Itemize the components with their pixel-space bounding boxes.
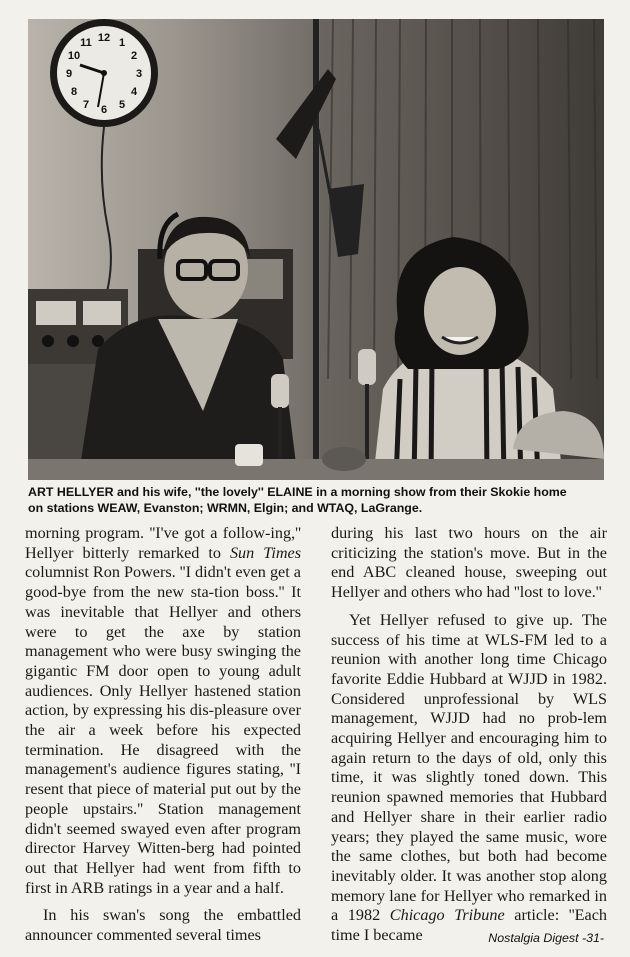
paragraph xyxy=(25,524,301,898)
paragraph: during his last two hours on the air criticizing the station's move. But in the end ABC cleaned house, sweeping out Hellyer and others who had ''lost to love.'' xyxy=(331,524,607,602)
text-run: Yet Hellyer refused to give up. The success of his time at WLS-FM led to a reunion with another long time Chicago favorite Eddie Hubbard at WJJD in 1982. Considered unprofessional by WLS management, WJJD had no prob-lem acquiring Hellyer and encouraging him to again return to the days of old, only this time, it was slightly toned down. This reunion spawned memories that Hubbard and Hellyer share in their earlier radio years; they played the same music, wore the same clothes, but both had become inevitably older. It was another stop along memory lane for Hellyer who remarked in a 1982 xyxy=(331,610,607,925)
caption-line: on stations WEAW, Evanston; WRMN, Elgin; and WTAQ, LaGrange. xyxy=(28,501,423,515)
right-column xyxy=(331,524,607,946)
text-run: columnist Ron Powers. ''I didn't even get a good-bye from the new sta-tion boss.'' It was inevitable that Hellyer and others were to get the axe by station management who were busy swinging the gigantic FM door open to young adult audiences. Only Hellyer hastened station action, by expressing his dis-pleasure over the air a week before his expected termination. He disagreed with the management's audience figures stating, ''I resent that piece of material put out by the people upstairs.'' Station management didn't seemed swayed even after program director Harvey Witten-berg had pointed out that Hellyer had went from fifth to first in ARB ratings in a year and a half. xyxy=(25,563,301,897)
clock-numeral: 3 xyxy=(135,68,143,80)
publication-name: Sun Times xyxy=(229,543,302,562)
page-footer: Nostalgia Digest -31- xyxy=(488,931,604,945)
clock-numeral: 11 xyxy=(80,37,92,49)
photo-caption xyxy=(28,484,608,516)
caption-line: ART HELLYER and his wife, ''the lovely'' ELAINE in a morning show from their Skokie home xyxy=(28,485,567,499)
clock-numeral: 1 xyxy=(118,37,126,49)
left-column xyxy=(25,524,301,946)
paragraph xyxy=(331,611,607,946)
text-run: article: ''Each time I became xyxy=(331,906,607,945)
clock-numeral: 4 xyxy=(130,86,138,98)
paragraph: In his swan's song the embattled announcer commented several times xyxy=(25,906,301,945)
clock-numeral: 2 xyxy=(130,50,138,62)
publication-name: Chicago Tribune xyxy=(389,906,505,925)
clock-numeral: 7 xyxy=(82,99,90,111)
clock-numeral: 8 xyxy=(70,86,78,98)
text-run: morning program. ''I've got a follow-ing,'' Hellyer bitterly remarked to xyxy=(25,524,301,562)
clock-numeral: 9 xyxy=(65,68,73,80)
clock-numeral: 12 xyxy=(97,32,111,44)
clock-numeral: 5 xyxy=(118,99,126,111)
clock-numeral: 6 xyxy=(100,104,108,116)
photo xyxy=(28,19,604,480)
clock-numeral: 10 xyxy=(67,50,81,62)
